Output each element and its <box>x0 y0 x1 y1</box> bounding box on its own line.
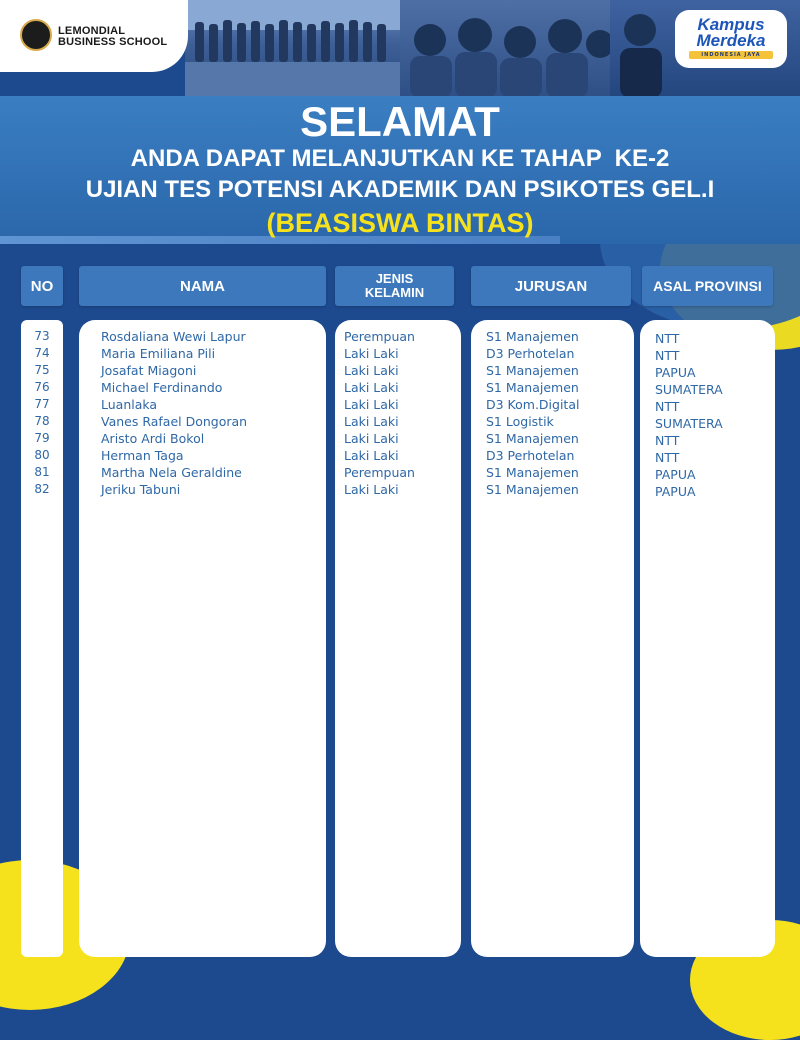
jenis-kelamin-column <box>344 328 456 498</box>
header-jurusan: JURUSAN <box>471 266 631 306</box>
table-cell-asal-provinsi: PAPUA <box>655 484 696 499</box>
header-asal-provinsi: ASAL PROVINSI <box>642 266 773 306</box>
table-cell-nama: Martha Nela Geraldine <box>101 465 242 480</box>
heading-line-1: ANDA DAPAT MELANJUTKAN KE TAHAP KE-2 <box>130 145 670 172</box>
table-cell-no: 75 <box>34 363 50 377</box>
jurusan-column <box>486 328 631 498</box>
table-cell-asal-provinsi: NTT <box>655 450 680 465</box>
partner-logo-tagline: INDONESIA JAYA <box>689 51 773 59</box>
table-cell-nama: Jeriku Tabuni <box>101 482 181 497</box>
table-cell-no: 78 <box>34 414 50 428</box>
group-photo-graphic <box>185 0 400 98</box>
school-crest-icon <box>20 19 52 51</box>
table-cell-nama: Josafat Miagoni <box>101 363 197 378</box>
table-cell-no: 76 <box>34 380 50 394</box>
header-no: NO <box>21 266 63 306</box>
partner-logo-line1: Kampus <box>697 15 765 34</box>
school-logo <box>0 0 188 72</box>
table-cell-asal-provinsi: NTT <box>655 399 680 414</box>
table-cell-jurusan: S1 Manajemen <box>486 329 579 344</box>
table-cell-jurusan: D3 Kom.Digital <box>486 397 580 412</box>
table-cell-no: 77 <box>34 397 50 411</box>
heading-line-3: (BEASISWA BINTAS) <box>266 208 534 238</box>
table-cell-jenis-kelamin: Laki Laki <box>344 414 399 429</box>
table-cell-jurusan: S1 Manajemen <box>486 363 579 378</box>
table-cell-jurusan: D3 Perhotelan <box>486 448 575 463</box>
table-cell-asal-provinsi: NTT <box>655 433 680 448</box>
table-cell-no: 79 <box>34 431 50 445</box>
table-cell-jurusan: S1 Manajemen <box>486 465 579 480</box>
table-cell-nama: Maria Emiliana Pili <box>101 346 216 361</box>
table-cell-jurusan: D3 Perhotelan <box>486 346 575 361</box>
event-photo-2 <box>400 0 610 98</box>
table-cell-nama: Herman Taga <box>101 448 184 463</box>
table-cell-asal-provinsi: PAPUA <box>655 467 696 482</box>
no-column <box>21 328 63 498</box>
table-cell-asal-provinsi: PAPUA <box>655 365 696 380</box>
table-cell-jurusan: S1 Manajemen <box>486 482 579 497</box>
table-cell-asal-provinsi: SUMATERA <box>655 382 723 397</box>
table-cell-jenis-kelamin: Laki Laki <box>344 346 399 361</box>
table-cell-nama: Rosdaliana Wewi Lapur <box>101 329 246 344</box>
table-cell-jenis-kelamin: Laki Laki <box>344 363 399 378</box>
table-cell-nama: Luanlaka <box>101 397 158 412</box>
table-cell-jenis-kelamin: Perempuan <box>344 329 415 344</box>
table-cell-nama: Michael Ferdinando <box>101 380 223 395</box>
school-name-line2: BUSINESS SCHOOL <box>58 36 168 48</box>
table-cell-no: 81 <box>34 465 50 479</box>
heading-line-2: UJIAN TES POTENSI AKADEMIK DAN PSIKOTES GEL.I <box>85 176 715 203</box>
school-name <box>58 26 167 48</box>
table-cell-jenis-kelamin: Laki Laki <box>344 431 399 446</box>
table-cell-jurusan: S1 Manajemen <box>486 380 579 395</box>
table-cell-nama: Vanes Rafael Dongoran <box>101 414 248 429</box>
table-cell-no: 82 <box>34 482 50 496</box>
page-title: SELAMAT <box>300 98 500 145</box>
school-name-line1: LEMONDIAL <box>58 25 126 37</box>
table-cell-jenis-kelamin: Laki Laki <box>344 380 399 395</box>
table-cell-jenis-kelamin: Laki Laki <box>344 397 399 412</box>
table-cell-no: 74 <box>34 346 50 360</box>
header-nama: NAMA <box>79 266 326 306</box>
table-cell-asal-provinsi: SUMATERA <box>655 416 723 431</box>
table-cell-no: 80 <box>34 448 50 462</box>
nama-column <box>101 328 321 498</box>
table-cell-jurusan: S1 Manajemen <box>486 431 579 446</box>
partner-logo-line2: Merdeka <box>696 31 766 50</box>
table-cell-jurusan: S1 Logistik <box>486 414 554 429</box>
header-jenis-kelamin: JENIS KELAMIN <box>335 266 454 306</box>
asal-provinsi-column <box>655 330 770 500</box>
table-cell-jenis-kelamin: Perempuan <box>344 465 415 480</box>
audience-photo-graphic <box>400 0 610 98</box>
table-cell-jenis-kelamin: Laki Laki <box>344 448 399 463</box>
table-cell-nama: Aristo Ardi Bokol <box>101 431 205 446</box>
table-cell-asal-provinsi: NTT <box>655 348 680 363</box>
table-cell-asal-provinsi: NTT <box>655 331 680 346</box>
kampus-merdeka-logo <box>675 10 787 68</box>
event-photo-1 <box>185 0 400 98</box>
table-cell-no: 73 <box>34 329 50 343</box>
table-cell-jenis-kelamin: Laki Laki <box>344 482 399 497</box>
